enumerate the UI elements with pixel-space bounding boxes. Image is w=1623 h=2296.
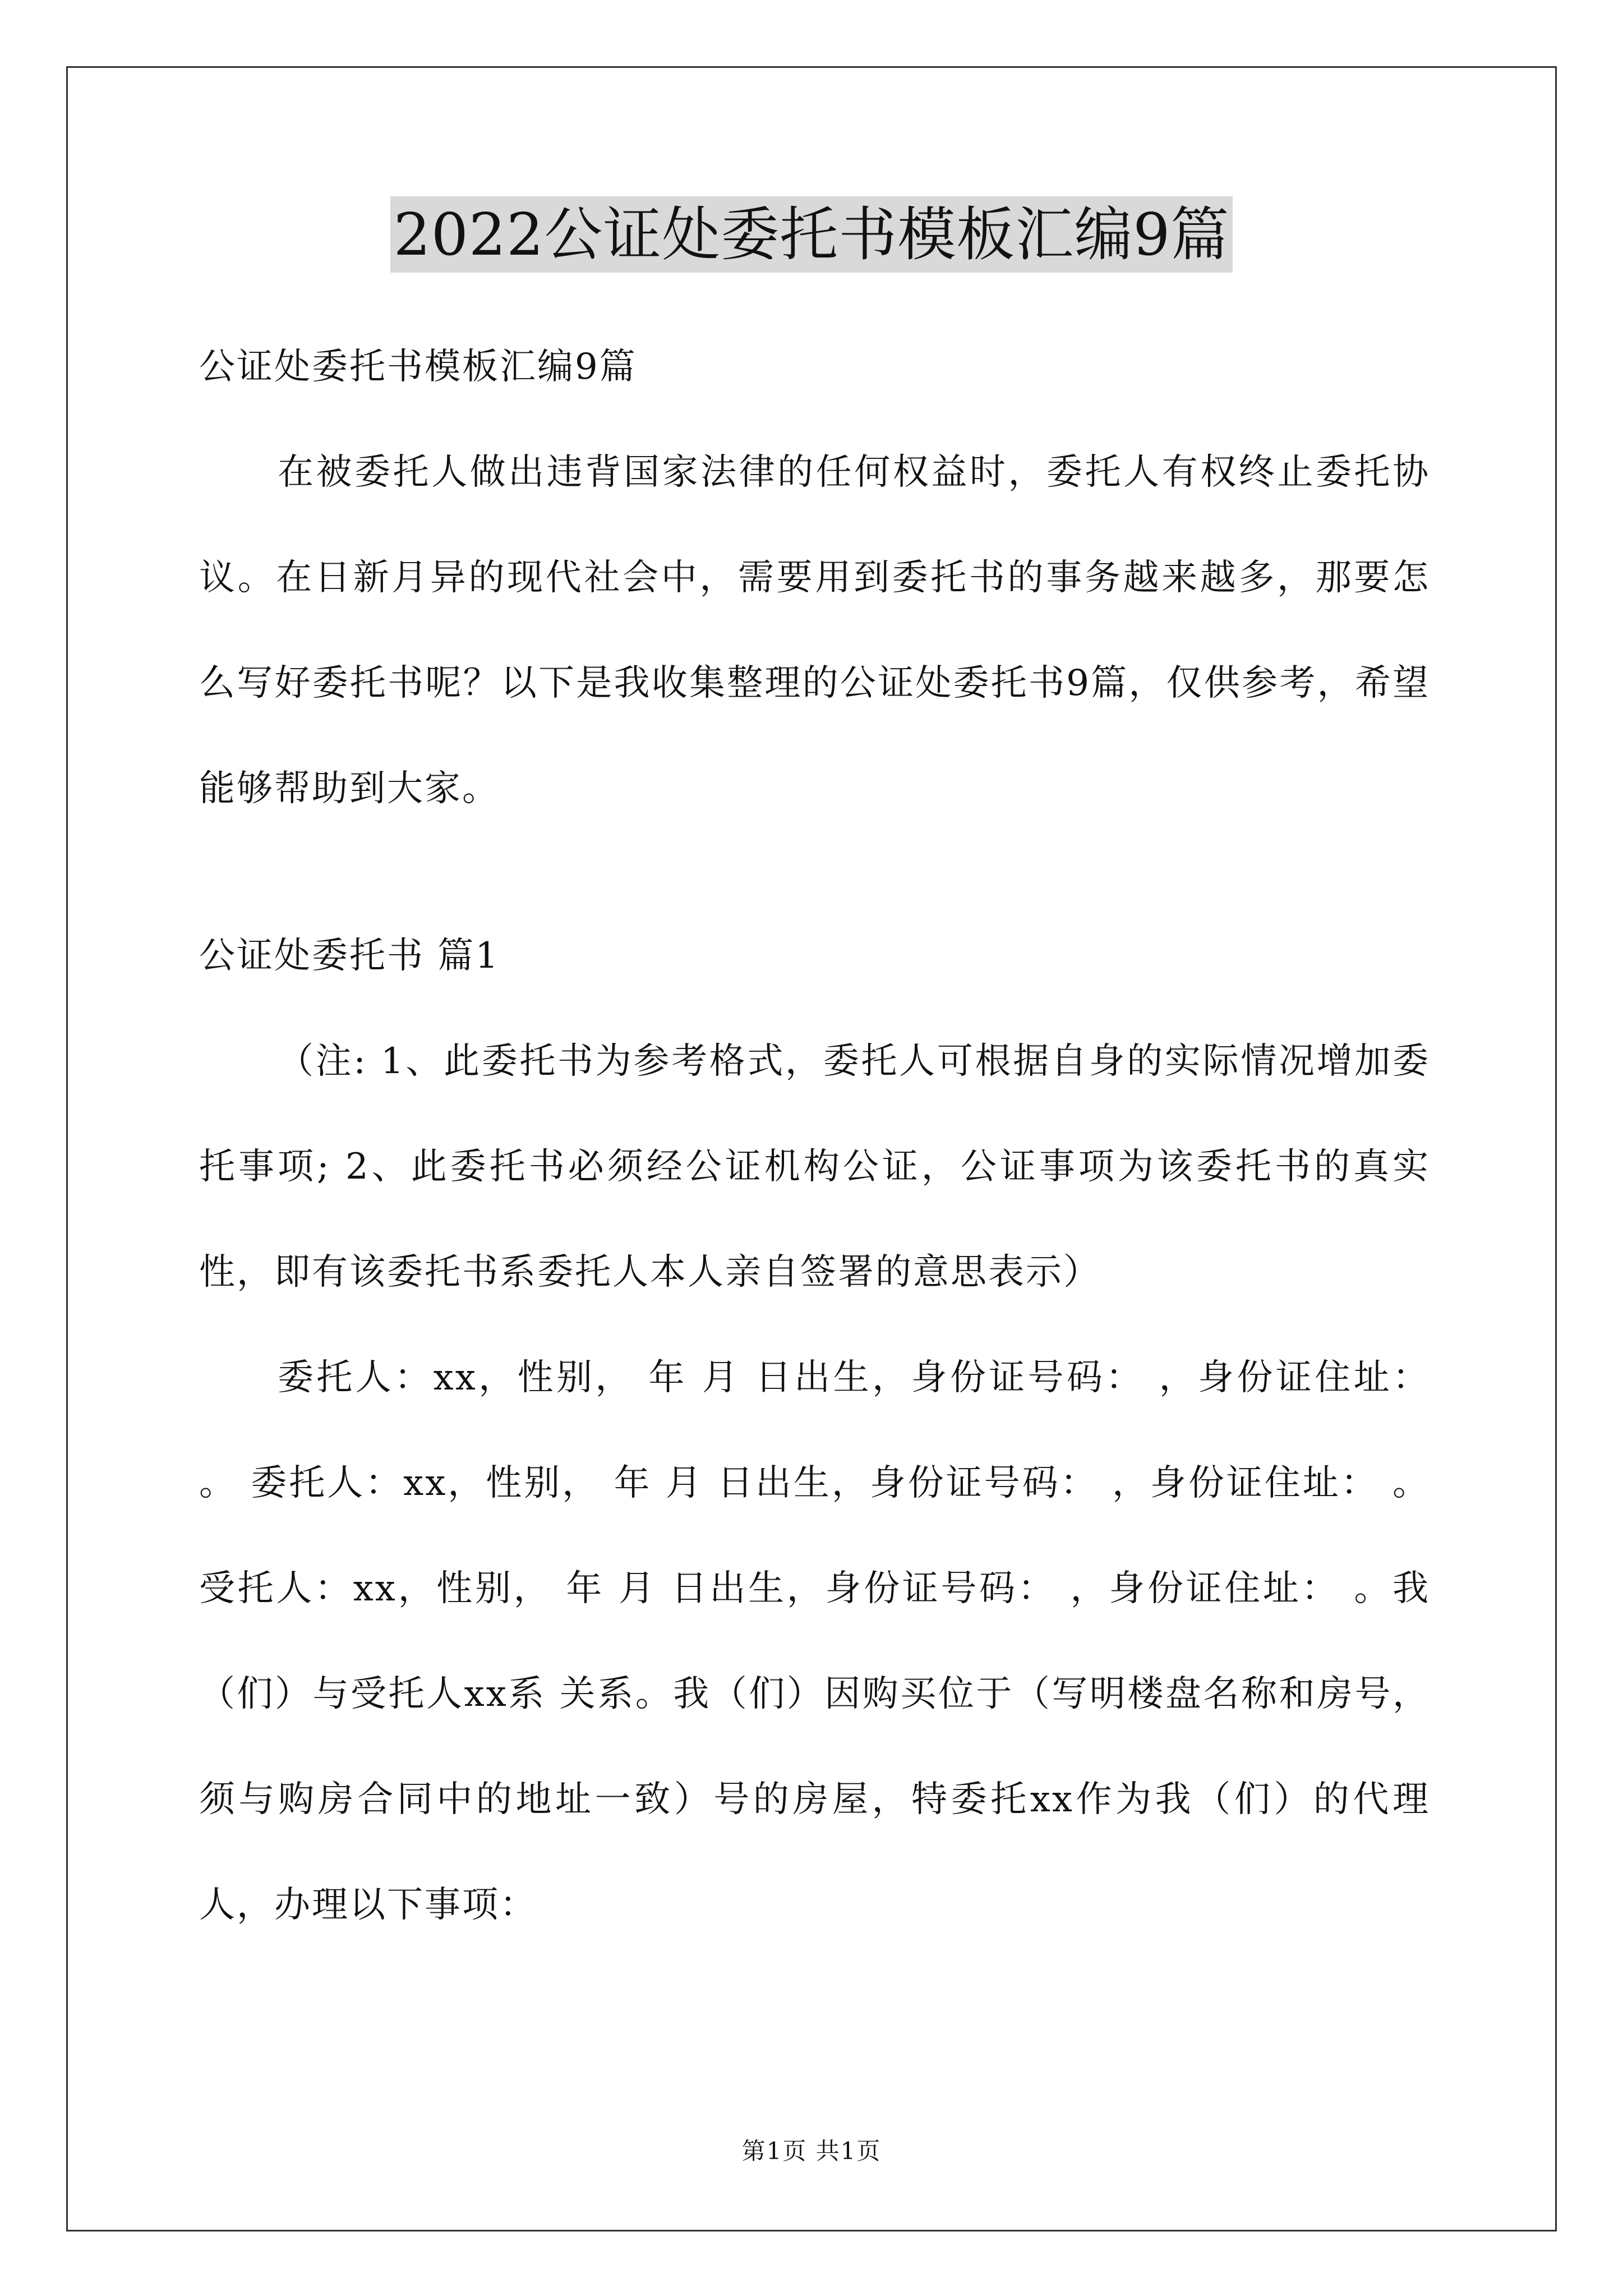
intro-paragraph: 在被委托人做出违背国家法律的任何权益时，委托人有权终止委托协议。在日新月异的现代社会中，需要用到委托书的事务越来越多，那要怎么写好委托书呢？以下是我收集整理的公证处委托书9篇，仅供参考，希望能够帮助到大家。 <box>199 452 1430 809</box>
note-paragraph: （注: 1、此委托书为参考格式，委托人可根据自身的实际情况增加委托事项; 2、此委托书必须经公证机构公证，公证事项为该委托书的真实性，即有该委托书系委托人本人亲自签署的意思表示） <box>199 1041 1430 1293</box>
document-title: 2022公证处委托书模板汇编9篇 <box>390 196 1233 273</box>
document-body <box>199 314 1430 1958</box>
body-paragraph: 委托人：xx，性别， 年 月 日出生，身份证号码： ，身份证住址： 。 委托人：xx，性别， 年 月 日出生，身份证号码： ，身份证住址： 。 受托人：xx，性别， 年 月 日出生，身份证号码： ，身份证住址： 。我（们）与受托人xx系 关系。我（们）因购买位于（写明楼盘名称和房号，须与购房合同中的地址一致）号的房屋，特委托xx作为我（们）的代理人，办理以下事项： <box>199 1357 1430 1926</box>
document-subtitle: 公证处委托书模板汇编9篇 <box>199 346 637 388</box>
section-heading: 公证处委托书 篇1 <box>199 935 500 977</box>
page-footer: 第1页 共1页 <box>741 2137 882 2165</box>
title-container <box>0 196 1623 273</box>
